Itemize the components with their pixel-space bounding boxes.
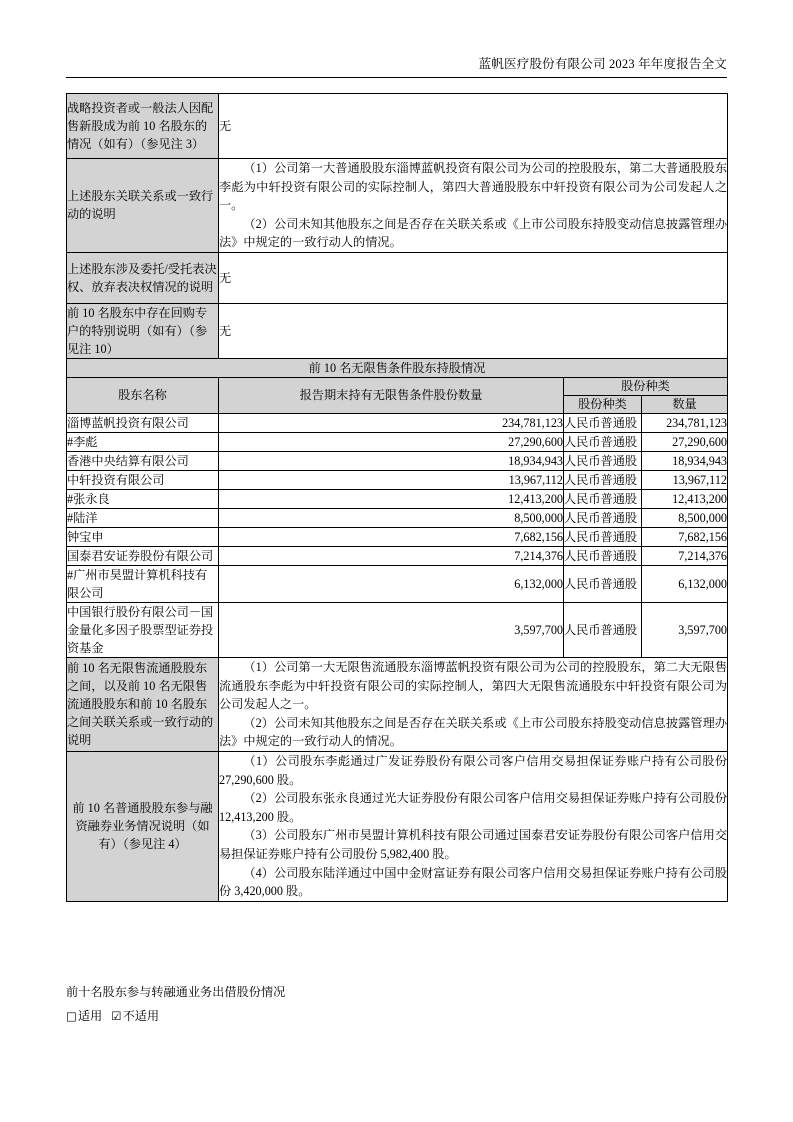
shareholder-quantity: 7,214,376 [642, 546, 728, 565]
row-value-repurchase-account: 无 [219, 303, 728, 358]
applicable-checkbox[interactable]: □ [66, 1009, 77, 1023]
shareholder-share-type: 人民币普通股 [564, 432, 642, 451]
paragraph-margin-2: （2）公司股东张永良通过光大证券股份有限公司客户信用交易担保证券账户持有公司股份 12,413,200 股。 [219, 791, 728, 824]
table-row-margin-trading [67, 751, 728, 901]
column-header-shareholder-name: 股东名称 [67, 377, 219, 413]
table-row [67, 451, 728, 470]
shareholder-name: 中轩投资有限公司 [67, 470, 219, 489]
shareholder-quantity: 234,781,123 [642, 413, 728, 432]
shareholder-share-type: 人民币普通股 [564, 602, 642, 657]
shareholder-shares: 8,500,000 [219, 508, 564, 527]
table-row-strategic-investors [67, 94, 728, 159]
table-header-row-1 [67, 377, 728, 395]
shareholder-quantity: 3,597,700 [642, 602, 728, 657]
table-row [67, 432, 728, 451]
shareholder-quantity: 27,290,600 [642, 432, 728, 451]
shareholder-share-type: 人民币普通股 [564, 451, 642, 470]
shareholder-share-type: 人民币普通股 [564, 489, 642, 508]
shareholder-quantity: 13,967,112 [642, 470, 728, 489]
shareholder-share-type: 人民币普通股 [564, 470, 642, 489]
shareholder-shares: 27,290,600 [219, 432, 564, 451]
shareholder-share-type: 人民币普通股 [564, 527, 642, 546]
row-label-voting-rights: 上述股东涉及委托/受托表决权、放弃表决权情况的说明 [67, 252, 219, 303]
table-row-section-title [67, 358, 728, 377]
column-header-share-type-group: 股份种类 [564, 377, 728, 395]
paragraph-related-1: （1）公司第一大普通股股东淄博蓝帆投资有限公司为公司的控股股东，第二大普通股股东李彪为中轩投资有限公司的实际控制人，第四大普通股股东中轩投资有限公司为公司发起人之一。 [219, 161, 728, 213]
shareholder-quantity: 7,682,156 [642, 527, 728, 546]
table-row [67, 470, 728, 489]
shareholder-name: #广州市昊盟计算机科技有限公司 [67, 565, 219, 602]
shareholder-quantity: 18,934,943 [642, 451, 728, 470]
applicable-label: 适用 [77, 1009, 103, 1023]
paragraph-related-2: （2）公司未知其他股东之间是否存在关联关系或《上市公司股东持股变动信息披露管理办法》中规定的一致行动人的情况。 [219, 216, 728, 250]
table-row [67, 527, 728, 546]
row-value-margin-trading [219, 751, 728, 901]
table-row-unrestricted-relationship [67, 657, 728, 751]
table-row [67, 413, 728, 432]
shareholder-quantity: 8,500,000 [642, 508, 728, 527]
shareholder-shares: 6,132,000 [219, 565, 564, 602]
table-row-related-relationship [67, 159, 728, 253]
row-label-unrestricted-relationship: 前 10 名无限售流通股股东之间，以及前 10 名无限售流通股股东和前 10 名股东之间关联关系或一致行动的说明 [67, 657, 219, 751]
shareholder-shares: 12,413,200 [219, 489, 564, 508]
paragraph-unrestricted-2: （2）公司未知其他股东之间是否存在关联关系或《上市公司股东持股变动信息披露管理办法》中规定的一致行动人的情况。 [219, 715, 728, 749]
row-value-unrestricted-relationship [219, 657, 728, 751]
table-row [67, 546, 728, 565]
shareholder-shares: 234,781,123 [219, 413, 564, 432]
table-row-voting-rights [67, 252, 728, 303]
shareholder-share-type: 人民币普通股 [564, 565, 642, 602]
shareholder-name: 国泰君安证券股份有限公司 [67, 546, 219, 565]
shareholder-shares: 7,682,156 [219, 527, 564, 546]
row-label-strategic-investors: 战略投资者或一般法人因配售新股成为前 10 名股东的情况（如有）（参见注 3） [67, 94, 219, 159]
header-divider [66, 77, 727, 78]
column-header-quantity: 数量 [642, 395, 728, 413]
not-applicable-label: 不适用 [122, 1009, 160, 1023]
shareholder-share-type: 人民币普通股 [564, 546, 642, 565]
row-label-repurchase-account: 前 10 名股东中存在回购专户的特别说明（如有）（参见注 10） [67, 303, 219, 358]
shareholder-name: 淄博蓝帆投资有限公司 [67, 413, 219, 432]
shareholder-name: #李彪 [67, 432, 219, 451]
table-row [67, 602, 728, 657]
shareholding-table-container [66, 93, 727, 902]
shareholding-table [66, 93, 728, 902]
shareholder-name: #张永良 [67, 489, 219, 508]
refinancing-section [66, 982, 727, 1030]
paragraph-margin-1: （1）公司股东李彪通过广发证券股份有限公司客户信用交易担保证券账户持有公司股份 27,290,600 股。 [219, 753, 728, 787]
shareholder-shares: 7,214,376 [219, 546, 564, 565]
table-row-repurchase-account [67, 303, 728, 358]
running-header: 蓝帆医疗股份有限公司 2023 年年度报告全文 [478, 57, 727, 71]
paragraph-unrestricted-1: （1）公司第一大无限售流通股东淄博蓝帆投资有限公司为公司的控股股东，第二大无限售流通股东李彪为中轩投资有限公司的实际控制人，第四大无限售流通股东中轩投资有限公司为公司发起人之一。 [219, 659, 728, 712]
shareholder-shares: 3,597,700 [219, 602, 564, 657]
shareholder-name: 钟宝申 [67, 527, 219, 546]
paragraph-margin-3: （3）公司股东广州市昊盟计算机科技有限公司通过国泰君安证券股份有限公司客户信用交易担保证券账户持有公司股份 5,982,400 股。 [219, 828, 728, 861]
shareholder-quantity: 6,132,000 [642, 565, 728, 602]
column-header-shares-held: 报告期末持有无限售条件股份数量 [219, 377, 564, 413]
refinancing-options [66, 1006, 727, 1027]
column-header-share-type: 股份种类 [564, 395, 642, 413]
table-row [67, 489, 728, 508]
shareholder-shares: 13,967,112 [219, 470, 564, 489]
row-value-strategic-investors: 无 [219, 94, 728, 159]
refinancing-title: 前十名股东参与转融通业务出借股份情况 [66, 985, 286, 999]
shareholder-share-type: 人民币普通股 [564, 413, 642, 432]
row-label-margin-trading: 前 10 名普通股股东参与融资融券业务情况说明（如有）（参见注 4） [67, 751, 219, 901]
section-title: 前 10 名无限售条件股东持股情况 [67, 358, 728, 377]
shareholder-quantity: 12,413,200 [642, 489, 728, 508]
shareholder-name: #陆洋 [67, 508, 219, 527]
row-label-related-relationship: 上述股东关联关系或一致行动的说明 [67, 159, 219, 253]
not-applicable-checkbox[interactable]: ☑ [111, 1009, 122, 1023]
row-value-related-relationship [219, 159, 728, 253]
shareholder-share-type: 人民币普通股 [564, 508, 642, 527]
paragraph-margin-4: （4）公司股东陆洋通过中国中金财富证券有限公司客户信用交易担保证券账户持有公司股份 3,420,000 股。 [219, 865, 728, 899]
table-row [67, 565, 728, 602]
shareholder-name: 香港中央结算有限公司 [67, 451, 219, 470]
shareholder-shares: 18,934,943 [219, 451, 564, 470]
shareholder-name: 中国银行股份有限公司－国金量化多因子股票型证券投资基金 [67, 602, 219, 657]
row-value-voting-rights: 无 [219, 252, 728, 303]
table-row [67, 508, 728, 527]
